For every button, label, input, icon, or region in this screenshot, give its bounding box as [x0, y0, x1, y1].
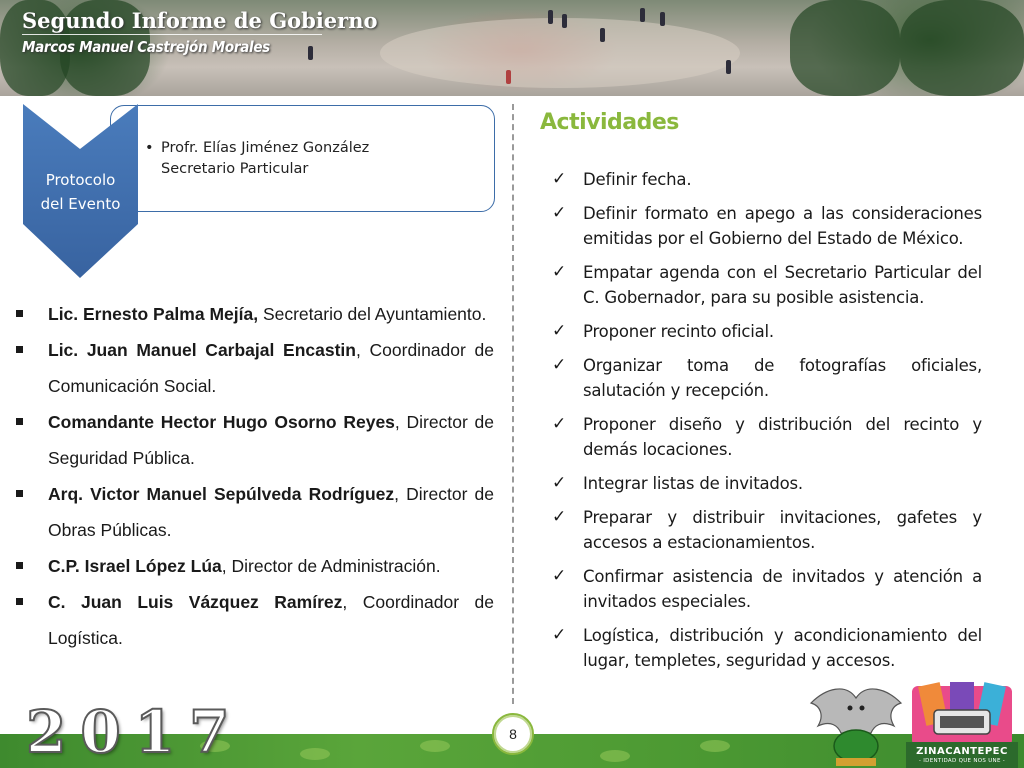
checkmark-icon: ✓ — [552, 203, 567, 223]
activities-title: Actividades — [540, 110, 679, 135]
activity-text: Integrar listas de invitados. — [583, 474, 803, 493]
checkmark-icon: ✓ — [552, 473, 567, 493]
list-item — [14, 584, 494, 656]
list-item — [548, 564, 982, 614]
header-banner — [0, 0, 1024, 96]
photo-person — [308, 46, 313, 60]
protocol-person — [145, 138, 369, 180]
list-item — [548, 471, 982, 496]
protocol-label — [23, 168, 138, 216]
activity-text: Preparar y distribuir invitaciones, gafetes y accesos a estacionamientos. — [583, 508, 982, 552]
photo-person — [600, 28, 605, 42]
square-bullet-icon — [16, 418, 23, 425]
staff-role: , Director de Administración. — [221, 556, 441, 576]
page-title: Segundo Informe de Gobierno — [22, 8, 378, 33]
list-item — [548, 319, 982, 344]
photo-person — [506, 70, 511, 84]
list-item — [548, 623, 982, 673]
checkmark-icon: ✓ — [552, 262, 567, 282]
photo-person — [548, 10, 553, 24]
photo-person — [660, 12, 665, 26]
activities-list — [548, 167, 982, 682]
activity-text: Logística, distribución y acondicionamiento del lugar, templetes, seguridad y accesos. — [583, 626, 982, 670]
staff-role: Secretario del Ayuntamiento. — [258, 304, 487, 324]
activity-text: Proponer recinto oficial. — [583, 322, 774, 341]
list-item — [14, 548, 494, 584]
staff-name: Lic. Juan Manuel Carbajal Encastin — [48, 340, 356, 360]
photo-person — [562, 14, 567, 28]
checkmark-icon: ✓ — [552, 321, 567, 341]
staff-role: , Coordinador de Logística. — [48, 592, 494, 648]
leaf-decoration — [300, 748, 330, 760]
list-item — [14, 332, 494, 404]
protocol-person-name: Profr. Elías Jiménez González — [161, 140, 370, 156]
list-item — [14, 296, 494, 332]
page-number: 8 — [492, 713, 534, 755]
protocol-label-line1: Protocolo — [45, 171, 116, 189]
staff-name: Comandante Hector Hugo Osorno Reyes — [48, 412, 395, 432]
protocol-person-role: Secretario Particular — [161, 161, 309, 177]
page-subtitle: Marcos Manuel Castrejón Morales — [22, 38, 270, 56]
photo-person — [640, 8, 645, 22]
staff-name: Arq. Victor Manuel Sepúlveda Rodríguez — [48, 484, 395, 504]
leaf-decoration — [420, 740, 450, 752]
activity-text: Definir fecha. — [583, 170, 692, 189]
zinacantepec-logo-name: ZINACANTEPEC — [916, 746, 1008, 757]
square-bullet-icon — [16, 490, 23, 497]
activity-text: Proponer diseño y distribución del recinto y demás locaciones. — [583, 415, 982, 459]
tree-shape — [790, 0, 900, 96]
staff-role: , Coordinador de Comunicación Social. — [48, 340, 494, 396]
square-bullet-icon — [16, 598, 23, 605]
municipal-bat-logo-icon — [806, 678, 906, 768]
checkmark-icon: ✓ — [552, 566, 567, 586]
column-divider — [512, 104, 514, 704]
activity-text: Definir formato en apego a las consideraciones emitidas por el Gobierno del Estado de México. — [583, 204, 982, 248]
staff-role: , Director de Seguridad Pública. — [48, 412, 494, 468]
leaf-decoration — [700, 740, 730, 752]
list-item — [548, 412, 982, 462]
staff-role: , Director de Obras Públicas. — [48, 484, 494, 540]
photo-person — [726, 60, 731, 74]
protocol-label-line2: del Evento — [40, 195, 121, 213]
checkmark-icon: ✓ — [552, 507, 567, 527]
year-label: 2017 — [26, 698, 244, 766]
checkmark-icon: ✓ — [552, 355, 567, 375]
leaf-decoration — [600, 750, 630, 762]
title-underline — [22, 34, 322, 35]
staff-list — [14, 296, 494, 656]
square-bullet-icon — [16, 562, 23, 569]
list-item — [14, 404, 494, 476]
square-bullet-icon — [16, 310, 23, 317]
activity-text: Empatar agenda con el Secretario Particular del C. Gobernador, para su posible asistencia. — [583, 263, 982, 307]
activity-text: Organizar toma de fotografías oficiales, salutación y recepción. — [583, 356, 982, 400]
list-item — [548, 201, 982, 251]
zinacantepec-logo-tagline: - IDENTIDAD QUE NOS UNE - — [918, 758, 1006, 764]
round-bullet-icon: • — [145, 140, 154, 156]
list-item — [548, 353, 982, 403]
checkmark-icon: ✓ — [552, 625, 567, 645]
square-bullet-icon — [16, 346, 23, 353]
tree-shape — [900, 0, 1024, 96]
checkmark-icon: ✓ — [552, 414, 567, 434]
list-item — [548, 167, 982, 192]
list-item — [14, 476, 494, 548]
activity-text: Confirmar asistencia de invitados y atención a invitados especiales. — [583, 567, 982, 611]
staff-name: Lic. Ernesto Palma Mejía, — [48, 304, 259, 324]
list-item — [548, 505, 982, 555]
staff-name: C. Juan Luis Vázquez Ramírez — [48, 592, 343, 612]
list-item — [548, 260, 982, 310]
staff-name: C.P. Israel López Lúa — [48, 556, 222, 576]
plaza-photo-area — [380, 18, 740, 88]
checkmark-icon: ✓ — [552, 169, 567, 189]
